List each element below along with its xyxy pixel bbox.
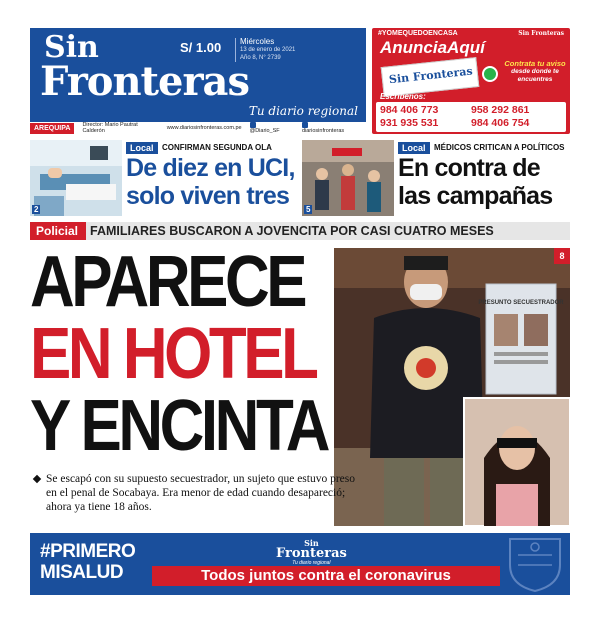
date-block <box>235 38 295 62</box>
ad-title: AnunciaAquí <box>380 38 485 57</box>
facebook-handle[interactable]: diariosinfronteras <box>302 122 358 134</box>
teaser-uci[interactable] <box>30 140 294 216</box>
ad-phone[interactable]: 984 406 754 <box>471 117 530 129</box>
front-page <box>30 28 570 598</box>
banner-logo: Sin Fronteras Tu diario regional <box>276 538 347 566</box>
weekday: Miércoles <box>240 37 275 46</box>
ad-write-label: Escríbenos: <box>380 92 426 101</box>
teaser-headline: En contra de las campañas <box>398 154 553 210</box>
facebook-icon <box>302 122 308 128</box>
director: Director: Mario Pautrat Calderón <box>82 122 138 134</box>
masthead <box>30 28 366 122</box>
ad-phone-list <box>376 102 566 132</box>
headline-line-1: APARECE <box>30 242 305 322</box>
city-label: AREQUIPA <box>30 123 74 134</box>
section-bar <box>30 222 570 240</box>
tagline: Tu diario regional <box>248 104 358 118</box>
teaser-headline: De diez en UCI, solo viven tres <box>126 154 295 210</box>
page-number: 5 <box>306 205 311 214</box>
page-number: 8 <box>554 248 570 264</box>
section-tag: Local <box>398 142 430 154</box>
lead-text: Se escapó con su supuesto secuestrador, un sujeto que estuvo preso en el penal de Socabaya. Era menor de edad cuando desapareció; ahora ya tiene 18 años. <box>46 473 356 513</box>
whatsapp-icon <box>482 66 498 82</box>
logo-fronteras: Fronteras <box>40 58 249 105</box>
kicker: CONFIRMAN SEGUNDA OLA <box>162 143 272 152</box>
teaser-photo-hospital <box>30 140 122 216</box>
ad-contact: Contrata tu aviso desde donde te encuentres <box>504 59 566 83</box>
headline-line-3: Y ENCINTA <box>30 386 328 466</box>
campaign-hashtag: #PRIMERO MISALUD <box>40 541 136 583</box>
ad-phone[interactable]: 958 292 861 <box>471 104 530 116</box>
section-tag: Local <box>126 142 158 154</box>
logo-sin: Sin <box>44 30 99 65</box>
newspaper-image: Sin Fronteras <box>381 57 480 97</box>
teaser-photo-crowd <box>302 140 394 216</box>
twitter-icon <box>250 122 256 128</box>
page-number: 2 <box>34 205 39 214</box>
campaign-slogan: Todos juntos contra el coronavirus <box>152 566 500 586</box>
ad-phone[interactable]: 984 406 773 <box>380 104 439 116</box>
website-link[interactable]: www.diariosinfronteras.com.pe <box>166 125 242 131</box>
kicker: FAMILIARES BUSCARON A JOVENCITA POR CASI CUATRO MESES <box>90 224 494 238</box>
headline-line-2: EN HOTEL <box>30 314 316 394</box>
campaign-banner <box>30 533 570 595</box>
teaser-campanas[interactable] <box>302 140 570 216</box>
info-bar <box>30 122 366 134</box>
main-headline[interactable] <box>30 242 350 466</box>
section-tag: Policial <box>30 222 86 240</box>
main-photo <box>334 248 570 526</box>
twitter-handle[interactable]: @Diario_SF <box>250 122 294 134</box>
ad-phone[interactable]: 931 935 531 <box>380 117 439 129</box>
advertisement <box>372 28 570 134</box>
edition: Año 8, N° 2739 <box>240 55 281 61</box>
poster-text: PRESUNTO SECUESTRADOR <box>478 300 564 306</box>
ad-mini-logo: Sin Fronteras <box>518 30 564 37</box>
coat-of-arms-icon <box>504 535 566 593</box>
ad-hashtag: #YOMEQUEDOENCASA <box>378 30 458 37</box>
kicker: MÉDICOS CRITICAN A POLÍTICOS <box>434 143 565 152</box>
date: 13 de enero de 2021 <box>240 47 296 53</box>
price: S/ 1.00 <box>180 40 222 55</box>
